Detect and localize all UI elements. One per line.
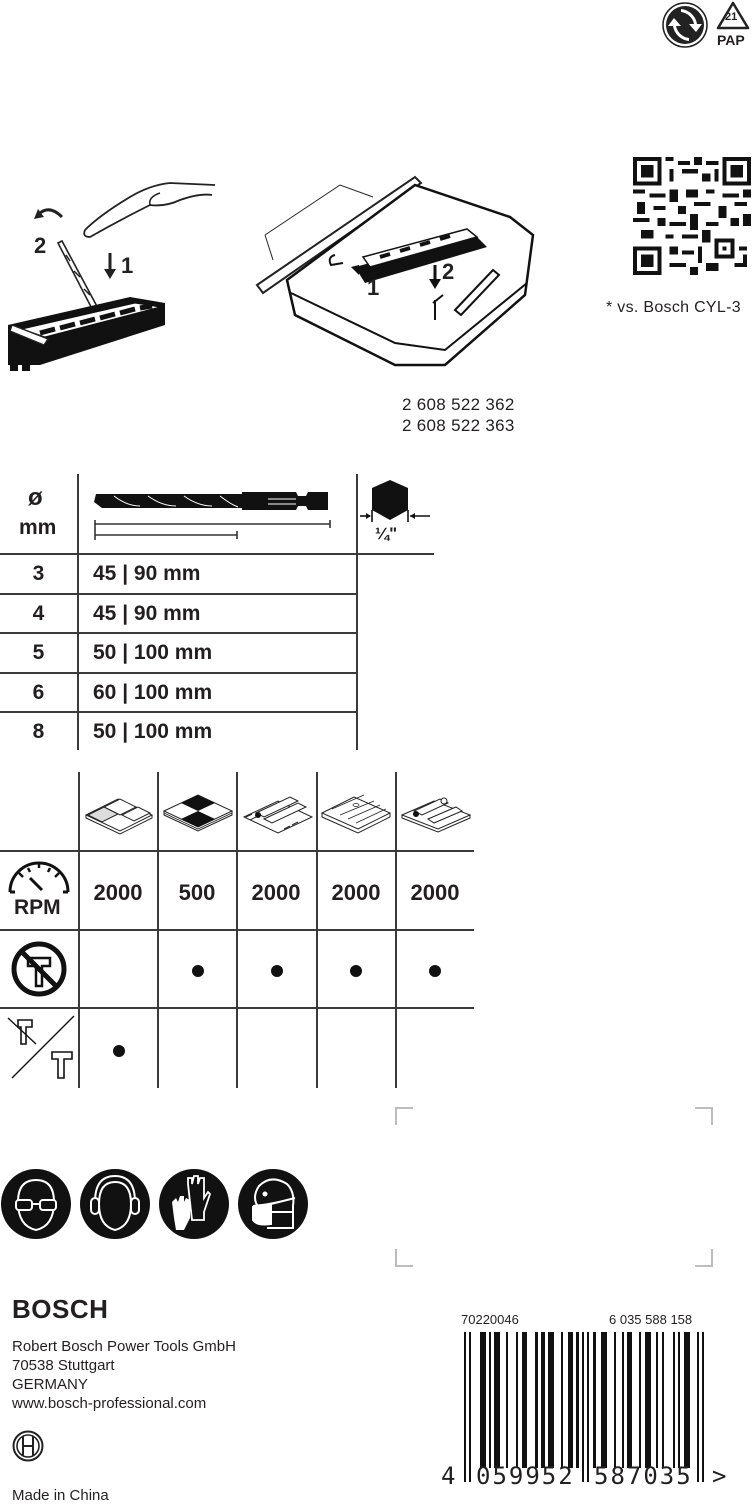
suitability-dot [192,965,204,977]
suitability-dot [350,965,362,977]
company-website[interactable]: www.bosch-professional.com [12,1395,207,1412]
shank-size-label: ¼" [375,524,398,543]
length-value: 50 | 100 mm [93,720,213,743]
ear-protection-icon [79,1168,151,1240]
company-country: GERMANY [12,1376,88,1393]
safety-icons [0,1168,320,1240]
diameter-unit-label: mm [19,516,57,539]
svg-text:1: 1 [121,253,134,278]
diameter-value: 3 [32,562,45,585]
metal-icon [242,787,314,835]
ean-digit-first: 4 [441,1462,456,1490]
brand-logo: BOSCH [12,1294,109,1324]
dust-mask-icon [237,1168,309,1240]
tile-icon [162,787,234,835]
length-value: 45 | 90 mm [93,562,201,585]
article-number: 2 608 522 362 [402,395,515,414]
length-value: 50 | 100 mm [93,641,213,664]
diameter-value: 6 [32,681,45,704]
rpm-gauge-icon [6,860,72,922]
rpm-label: RPM [14,896,61,919]
svg-text:1: 1 [367,275,380,300]
diameter-value: 5 [32,641,45,664]
green-dot-icon [662,2,708,48]
product-code: 6 035 588 158 [609,1312,693,1327]
suitability-dot [429,965,441,977]
country-of-origin: Made in China [12,1487,109,1504]
gloves-icon [158,1168,230,1240]
rpm-value: 2000 [93,880,143,905]
rpm-value: 2000 [410,880,460,905]
case-instruction-illustration [255,175,540,375]
diameter-value: 4 [32,602,45,625]
ean-digits-left: 059952 [476,1462,575,1490]
qr-code[interactable] [633,157,751,275]
drill-bit-length-icon [92,490,334,542]
rpm-value: 2000 [331,880,381,905]
company-name: Robert Bosch Power Tools GmbH [12,1338,236,1355]
bosch-armature-logo-icon [12,1430,44,1462]
pap-recycling-icon: 21 PAP [714,0,752,50]
length-value: 60 | 100 mm [93,681,213,704]
hex-shank-icon [360,478,432,548]
masonry-icon [84,787,154,835]
ean-barcode[interactable] [456,1332,716,1482]
plastic-icon [400,787,472,835]
comparison-footnote: * vs. Bosch CYL-3 [606,299,741,316]
suitability-dot [113,1045,125,1057]
diameter-symbol: ø [28,484,43,511]
ean-digits-right: 587035 [594,1462,693,1490]
impact-optional-icon [4,1014,76,1082]
eye-protection-icon [0,1168,72,1240]
rpm-value: 2000 [251,880,301,905]
svg-text:2: 2 [442,259,455,284]
ean-quiet-zone-marker: > [712,1462,727,1490]
diameter-value: 8 [32,720,45,743]
no-impact-icon [10,940,68,998]
length-value: 45 | 90 mm [93,602,201,625]
internal-code: 70220046 [461,1312,519,1327]
article-number: 2 608 522 363 [402,416,515,435]
rpm-value: 500 [178,880,216,905]
svg-text:2: 2 [34,233,47,258]
company-city: 70538 Stuttgart [12,1357,115,1374]
suitability-dot [271,965,283,977]
bit-holder-instruction-illustration [0,175,225,375]
wood-icon [320,787,392,835]
